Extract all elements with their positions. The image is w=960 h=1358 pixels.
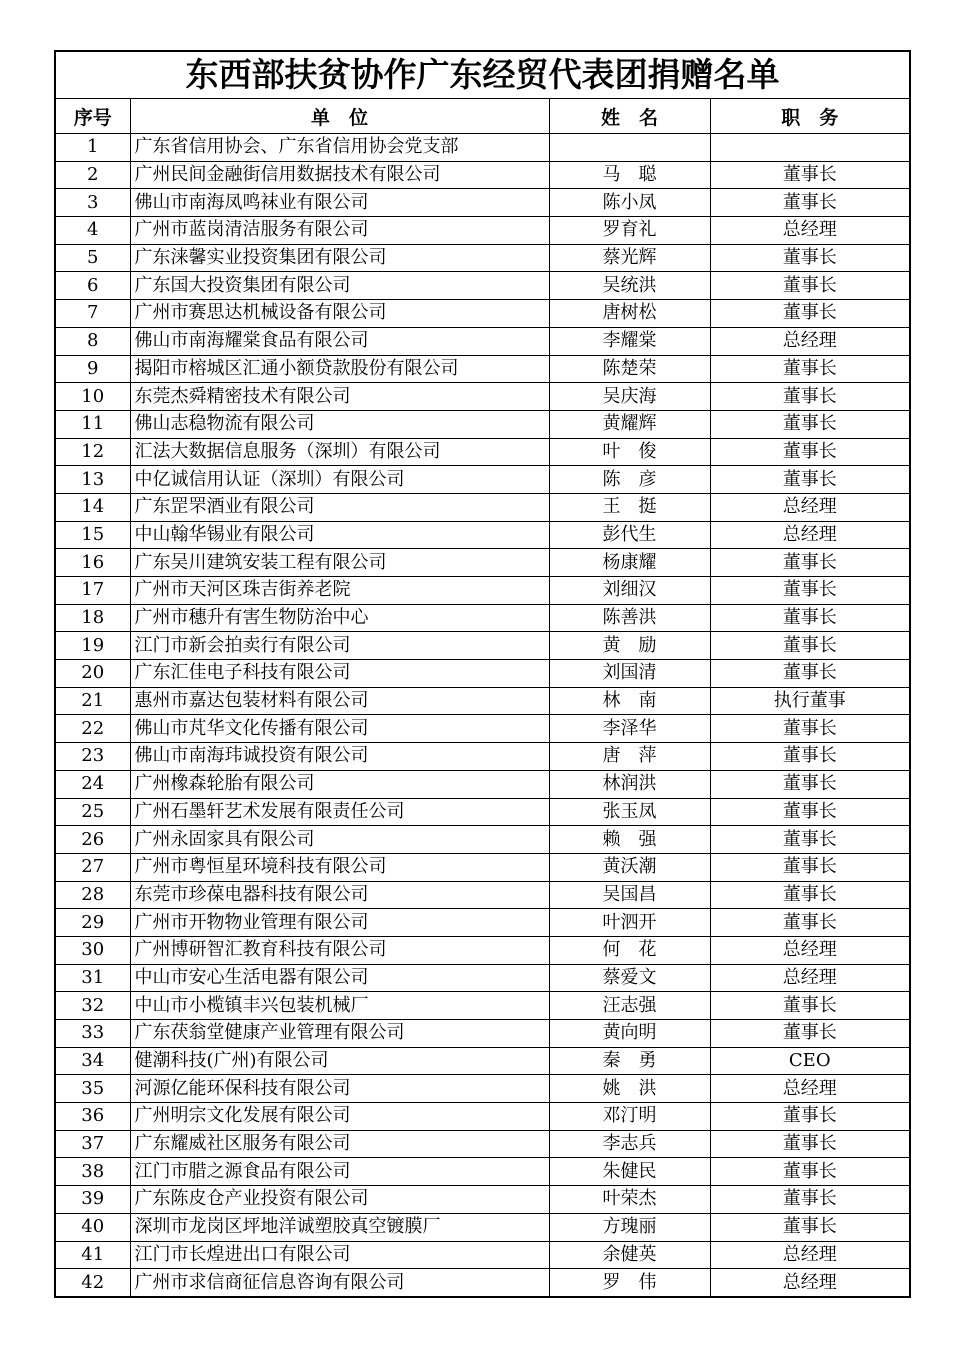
row-number: 22 <box>55 715 130 743</box>
row-unit: 佛山市南海玮诚投资有限公司 <box>130 743 549 771</box>
table-row <box>55 909 910 937</box>
row-position: 董事长 <box>710 410 910 438</box>
header-row <box>55 99 910 134</box>
row-number: 30 <box>55 936 130 964</box>
row-position: 董事长 <box>710 660 910 688</box>
row-number: 2 <box>55 161 130 189</box>
table-title: 东西部扶贫协作广东经贸代表团捐赠名单 <box>55 51 910 99</box>
row-name: 杨康耀 <box>549 549 710 577</box>
table-row <box>55 244 910 272</box>
donation-list-sheet <box>54 50 909 1298</box>
row-unit: 广东国大投资集团有限公司 <box>130 272 549 300</box>
table-row <box>55 1158 910 1186</box>
row-number: 37 <box>55 1130 130 1158</box>
table-row <box>55 134 910 162</box>
row-unit: 广州民间金融街信用数据技术有限公司 <box>130 161 549 189</box>
row-position: 总经理 <box>710 936 910 964</box>
table-row <box>55 715 910 743</box>
table-row <box>55 1186 910 1214</box>
row-name: 赖 强 <box>549 826 710 854</box>
row-unit: 广州市求信商征信息咨询有限公司 <box>130 1269 549 1297</box>
row-position: 董事长 <box>710 992 910 1020</box>
row-name: 陈 彦 <box>549 466 710 494</box>
row-name: 林 南 <box>549 687 710 715</box>
row-unit: 广东吴川建筑安装工程有限公司 <box>130 549 549 577</box>
row-number: 3 <box>55 189 130 217</box>
table-row <box>55 660 910 688</box>
row-position: 董事长 <box>710 300 910 328</box>
row-unit: 佛山市南海耀棠食品有限公司 <box>130 327 549 355</box>
row-number: 21 <box>55 687 130 715</box>
table-row <box>55 1075 910 1103</box>
row-name: 彭代生 <box>549 521 710 549</box>
row-number: 40 <box>55 1213 130 1241</box>
row-position: 董事长 <box>710 881 910 909</box>
table-row <box>55 604 910 632</box>
table-row <box>55 798 910 826</box>
row-number: 9 <box>55 355 130 383</box>
row-unit: 广州市赛思达机械设备有限公司 <box>130 300 549 328</box>
row-name: 何 花 <box>549 936 710 964</box>
row-number: 17 <box>55 577 130 605</box>
row-unit: 中亿诚信用认证（深圳）有限公司 <box>130 466 549 494</box>
row-name: 陈楚荣 <box>549 355 710 383</box>
row-unit: 广东耀威社区服务有限公司 <box>130 1130 549 1158</box>
row-position: 董事长 <box>710 909 910 937</box>
row-number: 42 <box>55 1269 130 1297</box>
row-number: 18 <box>55 604 130 632</box>
header-name: 姓 名 <box>549 99 710 134</box>
row-position: 董事长 <box>710 383 910 411</box>
row-position: 董事长 <box>710 1130 910 1158</box>
row-name: 罗育礼 <box>549 217 710 245</box>
row-name: 叶 俊 <box>549 438 710 466</box>
table-row <box>55 1269 910 1297</box>
row-position: 董事长 <box>710 355 910 383</box>
row-number: 4 <box>55 217 130 245</box>
row-name: 马 聪 <box>549 161 710 189</box>
row-name: 蔡爱文 <box>549 964 710 992</box>
row-number: 19 <box>55 632 130 660</box>
row-number: 8 <box>55 327 130 355</box>
table-row <box>55 300 910 328</box>
row-number: 32 <box>55 992 130 1020</box>
row-unit: 广州橡森轮胎有限公司 <box>130 770 549 798</box>
row-position: 董事长 <box>710 189 910 217</box>
row-unit: 江门市长煌进出口有限公司 <box>130 1241 549 1269</box>
row-unit: 河源亿能环保科技有限公司 <box>130 1075 549 1103</box>
row-number: 24 <box>55 770 130 798</box>
table-row <box>55 881 910 909</box>
row-position: 总经理 <box>710 521 910 549</box>
row-name <box>549 134 710 162</box>
table-row <box>55 383 910 411</box>
row-number: 16 <box>55 549 130 577</box>
row-unit: 广东汇佳电子科技有限公司 <box>130 660 549 688</box>
table-row <box>55 327 910 355</box>
row-name: 王 挺 <box>549 493 710 521</box>
row-unit: 深圳市龙岗区坪地洋诚塑胶真空镀膜厂 <box>130 1213 549 1241</box>
table-row <box>55 1130 910 1158</box>
row-name: 叶泗开 <box>549 909 710 937</box>
table-row <box>55 161 910 189</box>
row-number: 13 <box>55 466 130 494</box>
table-row <box>55 1047 910 1075</box>
row-unit: 中山翰华锡业有限公司 <box>130 521 549 549</box>
row-unit: 广东罡罘酒业有限公司 <box>130 493 549 521</box>
row-name: 李耀棠 <box>549 327 710 355</box>
row-number: 34 <box>55 1047 130 1075</box>
row-number: 39 <box>55 1186 130 1214</box>
row-position: 总经理 <box>710 327 910 355</box>
table-row <box>55 1103 910 1131</box>
row-name: 秦 勇 <box>549 1047 710 1075</box>
row-number: 20 <box>55 660 130 688</box>
table-row <box>55 577 910 605</box>
table-row <box>55 410 910 438</box>
row-number: 7 <box>55 300 130 328</box>
row-position: 董事长 <box>710 438 910 466</box>
table-row <box>55 853 910 881</box>
row-position: 总经理 <box>710 1269 910 1297</box>
row-unit: 广东涞馨实业投资集团有限公司 <box>130 244 549 272</box>
row-name: 余健英 <box>549 1241 710 1269</box>
row-name: 邓汀明 <box>549 1103 710 1131</box>
row-name: 吴庆海 <box>549 383 710 411</box>
row-number: 25 <box>55 798 130 826</box>
row-name: 方瑰丽 <box>549 1213 710 1241</box>
table-row <box>55 355 910 383</box>
row-name: 黄向明 <box>549 1020 710 1048</box>
row-name: 吴统洪 <box>549 272 710 300</box>
row-name: 朱健民 <box>549 1158 710 1186</box>
row-number: 26 <box>55 826 130 854</box>
row-position: 董事长 <box>710 244 910 272</box>
row-position: 董事长 <box>710 770 910 798</box>
row-name: 罗 伟 <box>549 1269 710 1297</box>
row-name: 叶荣杰 <box>549 1186 710 1214</box>
row-unit: 东莞杰舜精密技术有限公司 <box>130 383 549 411</box>
row-unit: 中山市小榄镇丰兴包装机械厂 <box>130 992 549 1020</box>
row-number: 11 <box>55 410 130 438</box>
row-position: 董事长 <box>710 577 910 605</box>
row-position: 董事长 <box>710 743 910 771</box>
row-number: 35 <box>55 1075 130 1103</box>
row-unit: 广州明宗文化发展有限公司 <box>130 1103 549 1131</box>
row-position: 董事长 <box>710 466 910 494</box>
row-name: 陈善洪 <box>549 604 710 632</box>
row-number: 28 <box>55 881 130 909</box>
row-position: 董事长 <box>710 161 910 189</box>
row-number: 15 <box>55 521 130 549</box>
row-position: 总经理 <box>710 1241 910 1269</box>
row-unit: 揭阳市榕城区汇通小额贷款股份有限公司 <box>130 355 549 383</box>
header-no: 序号 <box>55 99 130 134</box>
row-unit: 广州石墨轩艺术发展有限责任公司 <box>130 798 549 826</box>
row-position: 董事长 <box>710 1158 910 1186</box>
row-position: 董事长 <box>710 853 910 881</box>
table-row <box>55 743 910 771</box>
row-unit: 惠州市嘉达包装材料有限公司 <box>130 687 549 715</box>
table-row <box>55 632 910 660</box>
row-unit: 佛山志稳物流有限公司 <box>130 410 549 438</box>
table-row <box>55 1241 910 1269</box>
row-name: 姚 洪 <box>549 1075 710 1103</box>
row-number: 5 <box>55 244 130 272</box>
row-position: 总经理 <box>710 493 910 521</box>
table-row <box>55 493 910 521</box>
row-name: 陈小凤 <box>549 189 710 217</box>
row-number: 29 <box>55 909 130 937</box>
row-position <box>710 134 910 162</box>
table-row <box>55 936 910 964</box>
row-name: 黄 励 <box>549 632 710 660</box>
row-name: 黄耀辉 <box>549 410 710 438</box>
row-position: 董事长 <box>710 798 910 826</box>
row-number: 38 <box>55 1158 130 1186</box>
table-row <box>55 549 910 577</box>
row-position: 董事长 <box>710 549 910 577</box>
row-position: 总经理 <box>710 964 910 992</box>
row-unit: 江门市腊之源食品有限公司 <box>130 1158 549 1186</box>
row-unit: 广州市粤恒星环境科技有限公司 <box>130 853 549 881</box>
table-row <box>55 992 910 1020</box>
row-position: 董事长 <box>710 272 910 300</box>
row-name: 刘国清 <box>549 660 710 688</box>
row-unit: 江门市新会拍卖行有限公司 <box>130 632 549 660</box>
donation-table <box>54 50 911 1298</box>
row-position: 董事长 <box>710 1186 910 1214</box>
row-unit: 佛山市南海凤鸣袜业有限公司 <box>130 189 549 217</box>
row-position: 董事长 <box>710 715 910 743</box>
table-row <box>55 521 910 549</box>
row-unit: 东莞市珍葆电器科技有限公司 <box>130 881 549 909</box>
row-number: 31 <box>55 964 130 992</box>
row-unit: 广州博研智汇教育科技有限公司 <box>130 936 549 964</box>
row-unit: 广州市天河区珠吉街养老院 <box>130 577 549 605</box>
table-row <box>55 272 910 300</box>
row-unit: 健潮科技(广州)有限公司 <box>130 1047 549 1075</box>
row-number: 33 <box>55 1020 130 1048</box>
row-unit: 广州永固家具有限公司 <box>130 826 549 854</box>
row-number: 6 <box>55 272 130 300</box>
table-row <box>55 466 910 494</box>
row-name: 蔡光辉 <box>549 244 710 272</box>
table-row <box>55 1213 910 1241</box>
row-number: 41 <box>55 1241 130 1269</box>
row-unit: 广州市穗升有害生物防治中心 <box>130 604 549 632</box>
row-number: 1 <box>55 134 130 162</box>
row-position: 执行董事 <box>710 687 910 715</box>
row-unit: 广东茯翁堂健康产业管理有限公司 <box>130 1020 549 1048</box>
header-title: 职 务 <box>710 99 910 134</box>
row-unit: 佛山市芃华文化传播有限公司 <box>130 715 549 743</box>
row-position: 总经理 <box>710 1075 910 1103</box>
row-number: 23 <box>55 743 130 771</box>
row-name: 唐树松 <box>549 300 710 328</box>
row-position: 总经理 <box>710 217 910 245</box>
row-name: 唐 萍 <box>549 743 710 771</box>
table-row <box>55 438 910 466</box>
row-number: 27 <box>55 853 130 881</box>
row-name: 林润洪 <box>549 770 710 798</box>
row-unit: 广东省信用协会、广东省信用协会党支部 <box>130 134 549 162</box>
row-unit: 汇法大数据信息服务（深圳）有限公司 <box>130 438 549 466</box>
row-unit: 中山市安心生活电器有限公司 <box>130 964 549 992</box>
table-row <box>55 217 910 245</box>
row-number: 36 <box>55 1103 130 1131</box>
row-position: 董事长 <box>710 632 910 660</box>
row-name: 李泽华 <box>549 715 710 743</box>
row-position: 董事长 <box>710 1103 910 1131</box>
row-unit: 广州市开物物业管理有限公司 <box>130 909 549 937</box>
row-position: 董事长 <box>710 1213 910 1241</box>
row-position: 董事长 <box>710 1020 910 1048</box>
row-position: CEO <box>710 1047 910 1075</box>
row-name: 黄沃潮 <box>549 853 710 881</box>
row-number: 12 <box>55 438 130 466</box>
table-row <box>55 687 910 715</box>
table-row <box>55 1020 910 1048</box>
row-name: 张玉凤 <box>549 798 710 826</box>
row-name: 汪志强 <box>549 992 710 1020</box>
table-row <box>55 964 910 992</box>
table-row <box>55 189 910 217</box>
row-number: 14 <box>55 493 130 521</box>
row-unit: 广州市蓝岗清洁服务有限公司 <box>130 217 549 245</box>
row-unit: 广东陈皮仓产业投资有限公司 <box>130 1186 549 1214</box>
table-row <box>55 770 910 798</box>
row-name: 吴国昌 <box>549 881 710 909</box>
header-unit: 单 位 <box>130 99 549 134</box>
row-position: 董事长 <box>710 604 910 632</box>
table-row <box>55 826 910 854</box>
row-position: 董事长 <box>710 826 910 854</box>
row-name: 刘细汉 <box>549 577 710 605</box>
row-number: 10 <box>55 383 130 411</box>
row-name: 李志兵 <box>549 1130 710 1158</box>
